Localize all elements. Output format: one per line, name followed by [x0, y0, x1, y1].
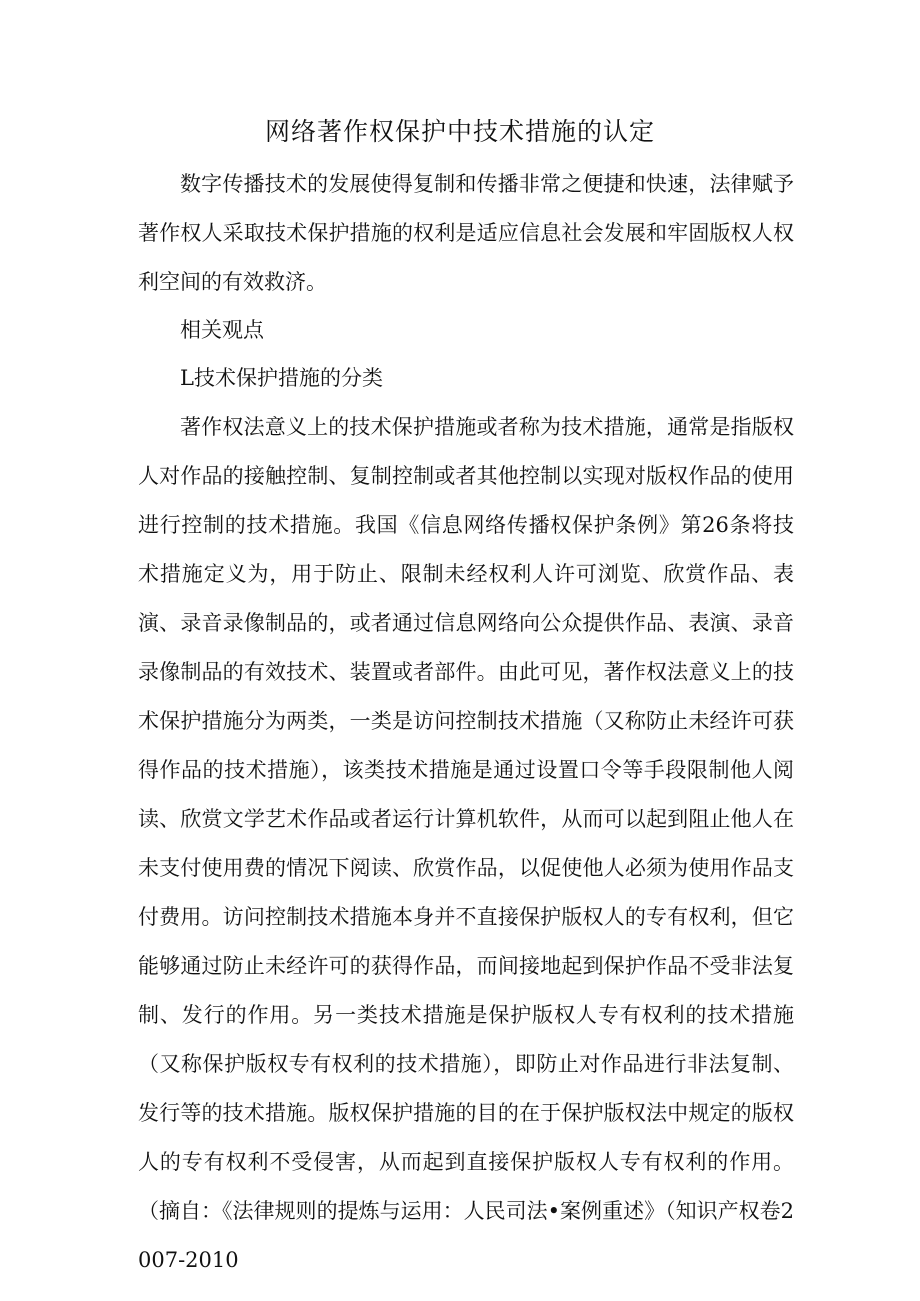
intro-paragraph: 数字传播技术的发展使得复制和传播非常之便捷和快速，法律赋予著作权人采取技术保护措施的权利是适应信息社会发展和牢固版权人权利空间的有效救济。: [138, 172, 794, 294]
document-title: 网络著作权保护中技术措施的认定: [264, 117, 655, 146]
section-heading: L技术保护措施的分类: [180, 366, 383, 390]
viewpoint-heading: 相关观点: [180, 318, 264, 342]
main-paragraph: 著作权法意义上的技术保护措施或者称为技术措施，通常是指版权人对作品的接触控制、复制控制或者其他控制以实现对版权作品的使用进行控制的技术措施。我国《信息网络传播权保护条例》第26条将技术措施定义为，用于防止、限制未经权利人许可浏览、欣赏作品、表演、录音录像制品的，或者通过信息网络向公众提供作品、表演、录音录像制品的有效技术、装置或者部件。由此可见，著作权法意义上的技术保护措施分为两类，一类是访问控制技术措施（又称防止未经许可获得作品的技术措施），该类技术措施是通过设置口令等手段限制他人阅读、欣赏文学艺术作品或者运行计算机软件，从而可以起到阻止他人在未支付使用费的情况下阅读、欣赏作品，以促使他人必须为使用作品支付费用。访问控制技术措施本身并不直接保护版权人的专有权利，但它能够通过防止未经许可的获得作品，而间接地起到保护作品不受非法复制、发行的作用。另一类技术措施是保护版权人专有权利的技术措施（又称保护版权专有权利的技术措施），即防止对作品进行非法复制、发行等的技术措施。版权保护措施的目的在于保护版权法中规定的版权人的专有权利不受侵害，从而起到直接保护版权人专有权利的作用。（摘自：《法律规则的提炼与运用：人民司法•案例重述》（知识产权卷2007-2010: [138, 415, 794, 1272]
